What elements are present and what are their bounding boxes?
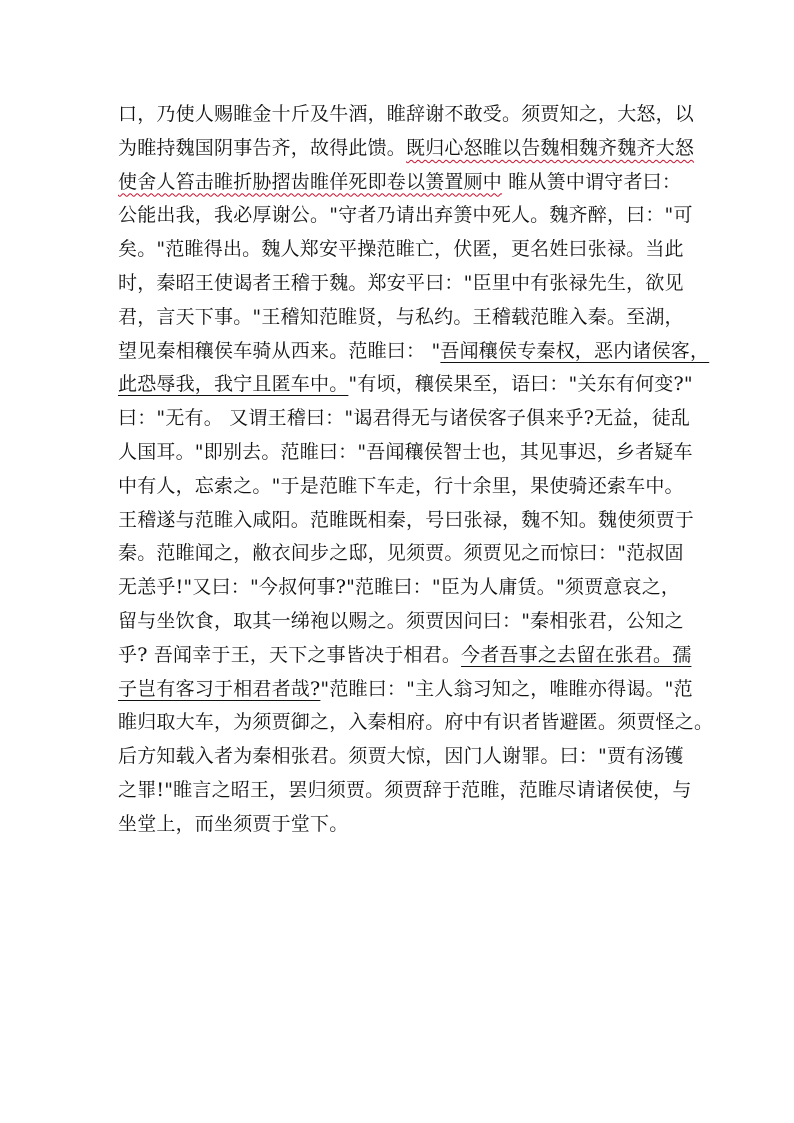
text-line bbox=[118, 774, 692, 808]
text-line bbox=[118, 504, 695, 538]
text-line bbox=[118, 199, 693, 233]
text-segment: "有顷，穰侯果至，语曰："关东有何变?" bbox=[348, 373, 693, 396]
text-segment: 君，言天下事。"王稽知范睢贤，与私约。王稽载范睢入秦。至湖， bbox=[118, 305, 684, 328]
text-segment: 王稽遂与范睢入咸阳。范睢既相秦，号曰张禄，魏不知。魏使须贾于 bbox=[118, 508, 695, 531]
underlined-text: 子岂有客习于相君者哉? bbox=[118, 677, 321, 700]
text-line bbox=[118, 537, 684, 571]
text-segment: 口，乃使人赐睢金十斤及牛酒，睢辞谢不敢受。须贾知之，大怒，以 bbox=[118, 103, 695, 125]
text-line bbox=[118, 368, 693, 402]
text-segment: 留与坐饮食，取其一绨袍以赐之。须贾因问曰："秦相张君，公知之 bbox=[118, 609, 684, 632]
text-line bbox=[118, 267, 684, 301]
text-line bbox=[118, 605, 684, 639]
underlined-text: 今者吾事之去留在张君。孺 bbox=[461, 643, 692, 666]
wavy-underlined-text: 既归心怒睢以告魏相魏齐魏齐大怒 bbox=[406, 136, 695, 159]
text-line bbox=[118, 470, 684, 504]
text-segment: 乎? 吾闻幸于王，天下之事皆决于相君。 bbox=[118, 643, 462, 666]
text-segment: 睢从箦中谓守者曰： bbox=[502, 170, 682, 193]
text-segment: 矣。"范睢得出。魏人郑安平操范睢亡，伏匿，更名姓曰张禄。当此 bbox=[118, 238, 684, 261]
text-line bbox=[118, 98, 695, 132]
text-segment: 无恙乎!"又曰："今叔何事?"范睢曰："臣为人庸赁。"须贾意哀之， bbox=[118, 576, 681, 599]
text-line bbox=[118, 808, 678, 842]
text-segment: 曰："无有。 又谓王稽曰："谒君得无与诸侯客子俱来乎?无益，徒乱 bbox=[118, 407, 691, 430]
text-segment: 坐堂上，而坐须贾于堂下。 bbox=[118, 812, 349, 835]
text-segment: 后方知载入者为秦相张君。须贾大惊，因门人谢罪。曰："贾有汤镬 bbox=[118, 745, 684, 768]
text-line bbox=[118, 706, 714, 740]
text-line bbox=[118, 436, 693, 470]
document-page bbox=[118, 98, 714, 842]
text-line bbox=[118, 166, 682, 200]
text-segment: 睢归取大车，为须贾御之，入秦相府。府中有识者皆避匿。须贾怪之。 bbox=[118, 711, 714, 734]
text-segment: 望见秦相穰侯车骑从西来。范睢曰： " bbox=[118, 339, 441, 362]
text-line bbox=[118, 233, 684, 267]
underlined-text: 吾闻穰侯专秦权，恶内诸侯客， bbox=[440, 339, 710, 362]
text-line bbox=[118, 673, 693, 707]
text-segment: 中有人，忘索之。"于是范睢下车走，行十余里，果使骑还索车中。 bbox=[118, 474, 684, 497]
text-segment: "范睢曰："主人翁习知之，唯睢亦得谒。"范 bbox=[320, 677, 693, 700]
text-line bbox=[118, 335, 710, 369]
text-segment: 秦。范睢闻之，敝衣间步之邸，见须贾。须贾见之而惊曰："范叔固 bbox=[118, 542, 684, 565]
text-line bbox=[118, 402, 691, 436]
text-segment: 之罪!"睢言之昭王，罢归须贾。须贾辞于范睢，范睢尽请诸侯使，与 bbox=[118, 778, 692, 801]
text-line bbox=[118, 740, 684, 774]
text-line bbox=[118, 639, 692, 673]
underlined-text: 此恐辱我，我宁且匿车中。 bbox=[118, 373, 349, 396]
text-line bbox=[118, 132, 695, 166]
text-line bbox=[118, 571, 681, 605]
text-segment: 人国耳。"即别去。范睢曰："吾闻穰侯智士也，其见事迟，乡者疑车 bbox=[118, 440, 693, 463]
text-segment: 公能出我，我必厚谢公。"守者乃请出弃箦中死人。魏齐醉，曰："可 bbox=[118, 204, 693, 227]
wavy-underlined-text: 使舍人笞击睢折胁摺齿睢佯死即卷以箦置厕中 bbox=[118, 170, 503, 193]
text-segment: 时，秦昭王使谒者王稽于魏。郑安平曰："臣里中有张禄先生，欲见 bbox=[118, 271, 684, 294]
text-segment: 为睢持魏国阴事告齐，故得此馈。 bbox=[118, 136, 407, 159]
text-line bbox=[118, 301, 684, 335]
